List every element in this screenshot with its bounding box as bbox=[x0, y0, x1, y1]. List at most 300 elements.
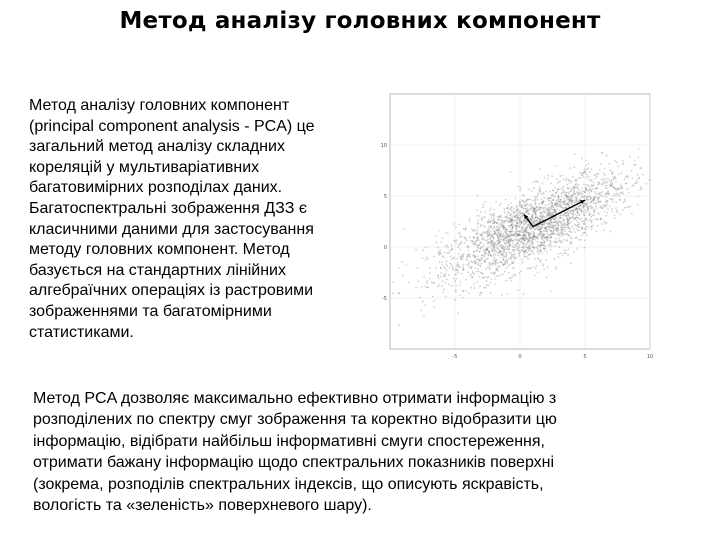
method-description-paragraph bbox=[33, 388, 693, 516]
data-point bbox=[600, 195, 602, 197]
data-point bbox=[507, 265, 509, 267]
data-point bbox=[622, 202, 624, 204]
data-point bbox=[537, 199, 539, 201]
data-point bbox=[565, 195, 567, 197]
data-point bbox=[438, 284, 440, 286]
data-point bbox=[504, 248, 506, 250]
data-point bbox=[592, 207, 594, 209]
data-point bbox=[505, 220, 507, 222]
data-point bbox=[459, 243, 461, 245]
data-point bbox=[478, 251, 480, 253]
data-point bbox=[443, 289, 445, 291]
data-point bbox=[456, 278, 458, 280]
data-point bbox=[454, 299, 456, 301]
data-point bbox=[542, 263, 544, 265]
pca-scatter-svg bbox=[365, 84, 665, 364]
data-point bbox=[567, 214, 569, 216]
data-point bbox=[587, 220, 589, 222]
data-point bbox=[562, 208, 564, 210]
data-point bbox=[593, 182, 595, 184]
data-point bbox=[490, 226, 492, 228]
data-point bbox=[585, 223, 587, 225]
data-point bbox=[477, 236, 479, 238]
data-point bbox=[559, 203, 561, 205]
data-point bbox=[435, 235, 437, 237]
data-point bbox=[586, 174, 588, 176]
data-point bbox=[560, 199, 562, 201]
data-point bbox=[440, 276, 442, 278]
data-point bbox=[499, 241, 501, 243]
data-point bbox=[550, 249, 552, 251]
data-point bbox=[470, 240, 472, 242]
data-point bbox=[493, 260, 495, 262]
data-point bbox=[527, 258, 529, 260]
data-point bbox=[485, 253, 487, 255]
data-point bbox=[530, 208, 532, 210]
data-point bbox=[623, 162, 625, 164]
data-point bbox=[540, 207, 542, 209]
data-point bbox=[392, 293, 394, 295]
data-point bbox=[483, 237, 485, 239]
data-point bbox=[505, 233, 507, 235]
data-point bbox=[544, 177, 546, 179]
description-line: інформацію, відібрати найбільш інформативні смуги спостереження, bbox=[33, 432, 545, 450]
data-point bbox=[607, 178, 609, 180]
data-point bbox=[600, 218, 602, 220]
intro-line: базується на стандартних лінійних bbox=[29, 261, 286, 279]
data-point bbox=[585, 160, 587, 162]
data-point bbox=[440, 267, 442, 269]
data-point bbox=[480, 224, 482, 226]
data-point bbox=[502, 222, 504, 224]
x-tick-label: 0 bbox=[518, 354, 522, 360]
data-point bbox=[440, 272, 442, 274]
data-point bbox=[522, 237, 524, 239]
data-point bbox=[533, 187, 535, 189]
data-point bbox=[599, 207, 601, 209]
data-point bbox=[605, 200, 607, 202]
data-point bbox=[500, 262, 502, 264]
data-point bbox=[581, 217, 583, 219]
data-point bbox=[519, 224, 521, 226]
data-point bbox=[483, 287, 485, 289]
data-point bbox=[627, 175, 629, 177]
data-point bbox=[534, 199, 536, 201]
data-point bbox=[576, 215, 578, 217]
data-point bbox=[615, 207, 617, 209]
data-point bbox=[531, 236, 533, 238]
data-point bbox=[622, 209, 624, 211]
data-point bbox=[451, 285, 453, 287]
data-point bbox=[591, 228, 593, 230]
data-point bbox=[546, 230, 548, 232]
data-point bbox=[415, 287, 417, 289]
data-point bbox=[611, 173, 613, 175]
data-point bbox=[541, 193, 543, 195]
data-point bbox=[487, 236, 489, 238]
data-point bbox=[638, 177, 640, 179]
data-point bbox=[579, 208, 581, 210]
description-line: вологість та «зеленість» поверхневого шару). bbox=[33, 497, 372, 515]
data-point bbox=[586, 195, 588, 197]
data-point bbox=[592, 188, 594, 190]
data-point bbox=[437, 274, 439, 276]
data-point bbox=[505, 256, 507, 258]
data-point bbox=[500, 254, 502, 256]
data-point bbox=[545, 228, 547, 230]
data-point bbox=[563, 197, 565, 199]
data-point bbox=[502, 259, 504, 261]
data-point bbox=[571, 241, 573, 243]
data-point bbox=[505, 244, 507, 246]
data-point bbox=[408, 282, 410, 284]
data-point bbox=[528, 250, 530, 252]
data-point bbox=[503, 229, 505, 231]
data-point bbox=[578, 205, 580, 207]
data-point bbox=[578, 217, 580, 219]
data-point bbox=[500, 257, 502, 259]
data-point bbox=[513, 212, 515, 214]
data-point bbox=[451, 264, 453, 266]
data-point bbox=[422, 249, 424, 251]
data-point bbox=[466, 264, 468, 266]
data-point bbox=[579, 177, 581, 179]
data-point bbox=[543, 210, 545, 212]
data-point bbox=[474, 229, 476, 231]
data-point bbox=[476, 249, 478, 251]
data-point bbox=[524, 221, 526, 223]
data-point bbox=[485, 232, 487, 234]
data-point bbox=[594, 178, 596, 180]
data-point bbox=[504, 261, 506, 263]
data-point bbox=[483, 244, 485, 246]
data-point bbox=[477, 262, 479, 264]
data-point bbox=[484, 260, 486, 262]
data-point bbox=[612, 171, 614, 173]
data-point bbox=[585, 188, 587, 190]
data-point bbox=[503, 222, 505, 224]
data-point bbox=[550, 240, 552, 242]
data-point bbox=[419, 297, 421, 299]
data-point bbox=[569, 182, 571, 184]
data-point bbox=[546, 226, 548, 228]
data-point bbox=[451, 258, 453, 260]
data-point bbox=[533, 247, 535, 249]
data-point bbox=[603, 182, 605, 184]
data-point bbox=[615, 195, 617, 197]
data-point bbox=[549, 244, 551, 246]
data-point bbox=[446, 278, 448, 280]
data-point bbox=[512, 219, 514, 221]
data-point bbox=[564, 231, 566, 233]
data-point bbox=[441, 237, 443, 239]
data-point bbox=[502, 255, 504, 257]
data-point bbox=[542, 265, 544, 267]
data-point bbox=[477, 247, 479, 249]
data-point bbox=[522, 235, 524, 237]
data-point bbox=[597, 193, 599, 195]
data-point bbox=[540, 259, 542, 261]
data-point bbox=[552, 199, 554, 201]
data-point bbox=[586, 176, 588, 178]
data-point bbox=[493, 213, 495, 215]
data-point bbox=[616, 162, 618, 164]
data-point bbox=[580, 209, 582, 211]
data-point bbox=[512, 251, 514, 253]
data-point bbox=[581, 228, 583, 230]
data-point bbox=[479, 234, 481, 236]
data-point bbox=[452, 266, 454, 268]
data-point bbox=[606, 212, 608, 214]
data-point bbox=[621, 172, 623, 174]
data-point bbox=[476, 233, 478, 235]
data-point bbox=[509, 243, 511, 245]
data-point bbox=[619, 214, 621, 216]
data-point bbox=[614, 177, 616, 179]
data-point bbox=[497, 255, 499, 257]
data-point bbox=[631, 213, 633, 215]
data-point bbox=[544, 249, 546, 251]
data-point bbox=[564, 214, 566, 216]
data-point bbox=[508, 272, 510, 274]
data-point bbox=[575, 237, 577, 239]
data-point bbox=[550, 214, 552, 216]
data-point bbox=[425, 286, 427, 288]
data-point bbox=[402, 275, 404, 277]
data-point bbox=[472, 240, 474, 242]
data-point bbox=[536, 220, 538, 222]
data-point bbox=[541, 231, 543, 233]
data-point bbox=[473, 283, 475, 285]
data-point bbox=[468, 263, 470, 265]
data-point bbox=[486, 240, 488, 242]
data-point bbox=[510, 171, 512, 173]
data-point bbox=[435, 267, 437, 269]
data-point bbox=[502, 264, 504, 266]
data-point bbox=[544, 222, 546, 224]
data-point bbox=[482, 217, 484, 219]
data-point bbox=[511, 210, 513, 212]
data-point bbox=[548, 221, 550, 223]
data-point bbox=[568, 235, 570, 237]
data-point bbox=[571, 216, 573, 218]
data-point bbox=[533, 233, 535, 235]
data-point bbox=[463, 268, 465, 270]
data-point bbox=[554, 241, 556, 243]
data-point bbox=[563, 203, 565, 205]
data-point bbox=[563, 191, 565, 193]
data-point bbox=[485, 258, 487, 260]
data-point bbox=[526, 208, 528, 210]
data-point bbox=[448, 274, 450, 276]
data-point bbox=[488, 242, 490, 244]
data-point bbox=[637, 174, 639, 176]
data-point bbox=[577, 224, 579, 226]
data-point bbox=[484, 216, 486, 218]
data-point bbox=[511, 224, 513, 226]
data-point bbox=[441, 280, 443, 282]
data-point bbox=[544, 234, 546, 236]
data-point bbox=[439, 249, 441, 251]
data-point bbox=[476, 255, 478, 257]
data-point bbox=[603, 172, 605, 174]
data-point bbox=[534, 229, 536, 231]
data-point bbox=[564, 192, 566, 194]
data-point bbox=[567, 254, 569, 256]
data-point bbox=[479, 286, 481, 288]
data-point bbox=[496, 226, 498, 228]
data-point bbox=[488, 253, 490, 255]
data-point bbox=[495, 264, 497, 266]
data-point bbox=[584, 218, 586, 220]
data-point bbox=[519, 201, 521, 203]
data-point bbox=[538, 228, 540, 230]
data-point bbox=[585, 229, 587, 231]
data-point bbox=[558, 232, 560, 234]
data-point bbox=[537, 235, 539, 237]
data-point bbox=[551, 246, 553, 248]
data-point bbox=[392, 281, 394, 283]
data-point bbox=[502, 248, 504, 250]
data-point bbox=[509, 221, 511, 223]
data-point bbox=[494, 252, 496, 254]
data-point bbox=[477, 195, 479, 197]
data-point bbox=[540, 190, 542, 192]
data-point bbox=[563, 179, 565, 181]
data-point bbox=[613, 187, 615, 189]
data-point bbox=[444, 276, 446, 278]
data-point bbox=[489, 264, 491, 266]
data-point bbox=[484, 239, 486, 241]
data-point bbox=[555, 192, 557, 194]
data-point bbox=[513, 254, 515, 256]
data-point bbox=[604, 167, 606, 169]
data-point bbox=[422, 301, 424, 303]
data-point bbox=[616, 211, 618, 213]
data-point bbox=[604, 185, 606, 187]
data-point bbox=[620, 183, 622, 185]
data-point bbox=[626, 188, 628, 190]
data-point bbox=[628, 206, 630, 208]
data-point bbox=[554, 187, 556, 189]
data-point bbox=[460, 249, 462, 251]
data-point bbox=[589, 214, 591, 216]
data-point bbox=[584, 209, 586, 211]
data-point bbox=[518, 217, 520, 219]
data-point bbox=[445, 273, 447, 275]
data-point bbox=[462, 255, 464, 257]
data-point bbox=[515, 210, 517, 212]
data-point bbox=[474, 256, 476, 258]
data-point bbox=[500, 202, 502, 204]
data-point bbox=[518, 239, 520, 241]
data-point bbox=[514, 256, 516, 258]
data-point bbox=[568, 218, 570, 220]
data-point bbox=[441, 264, 443, 266]
data-point bbox=[493, 254, 495, 256]
data-point bbox=[458, 232, 460, 234]
data-point bbox=[638, 148, 640, 150]
data-point bbox=[592, 200, 594, 202]
data-point bbox=[528, 254, 530, 256]
data-point bbox=[516, 248, 518, 250]
data-point bbox=[551, 223, 553, 225]
data-point bbox=[571, 199, 573, 201]
data-point bbox=[607, 187, 609, 189]
data-point bbox=[620, 186, 622, 188]
data-point bbox=[493, 238, 495, 240]
data-point bbox=[504, 271, 506, 273]
data-point bbox=[576, 208, 578, 210]
data-point bbox=[561, 241, 563, 243]
data-point bbox=[513, 259, 515, 261]
data-point bbox=[467, 271, 469, 273]
data-point bbox=[491, 250, 493, 252]
data-point bbox=[553, 221, 555, 223]
data-point bbox=[503, 257, 505, 259]
data-point bbox=[574, 218, 576, 220]
data-point bbox=[637, 157, 639, 159]
data-point bbox=[466, 240, 468, 242]
data-point bbox=[443, 257, 445, 259]
data-point bbox=[538, 208, 540, 210]
data-point bbox=[499, 223, 501, 225]
data-point bbox=[516, 227, 518, 229]
data-point bbox=[469, 220, 471, 222]
data-point bbox=[508, 236, 510, 238]
data-point bbox=[617, 188, 619, 190]
data-point bbox=[438, 261, 440, 263]
data-point bbox=[637, 204, 639, 206]
data-point bbox=[614, 217, 616, 219]
data-point bbox=[568, 248, 570, 250]
data-point bbox=[524, 208, 526, 210]
data-point bbox=[513, 262, 515, 264]
data-point bbox=[586, 206, 588, 208]
data-point bbox=[562, 201, 564, 203]
data-point bbox=[545, 204, 547, 206]
data-point bbox=[624, 199, 626, 201]
data-point bbox=[514, 247, 516, 249]
data-point bbox=[576, 186, 578, 188]
data-point bbox=[593, 198, 595, 200]
data-point bbox=[516, 257, 518, 259]
data-point bbox=[584, 232, 586, 234]
data-point bbox=[637, 181, 639, 183]
pca-scatter-chart bbox=[365, 84, 665, 364]
data-point bbox=[520, 270, 522, 272]
data-point bbox=[522, 242, 524, 244]
data-point bbox=[601, 223, 603, 225]
data-point bbox=[582, 205, 584, 207]
data-point bbox=[553, 195, 555, 197]
x-tick-label: 10 bbox=[646, 354, 654, 360]
data-point bbox=[489, 221, 491, 223]
data-point bbox=[550, 219, 552, 221]
data-point bbox=[487, 222, 489, 224]
data-point bbox=[482, 233, 484, 235]
data-point bbox=[401, 261, 403, 263]
data-point bbox=[609, 184, 611, 186]
data-point bbox=[577, 184, 579, 186]
data-point bbox=[507, 246, 509, 248]
data-point bbox=[470, 275, 472, 277]
data-point bbox=[518, 250, 520, 252]
data-point bbox=[555, 266, 557, 268]
data-point bbox=[500, 274, 502, 276]
data-point bbox=[476, 240, 478, 242]
data-point bbox=[460, 258, 462, 260]
